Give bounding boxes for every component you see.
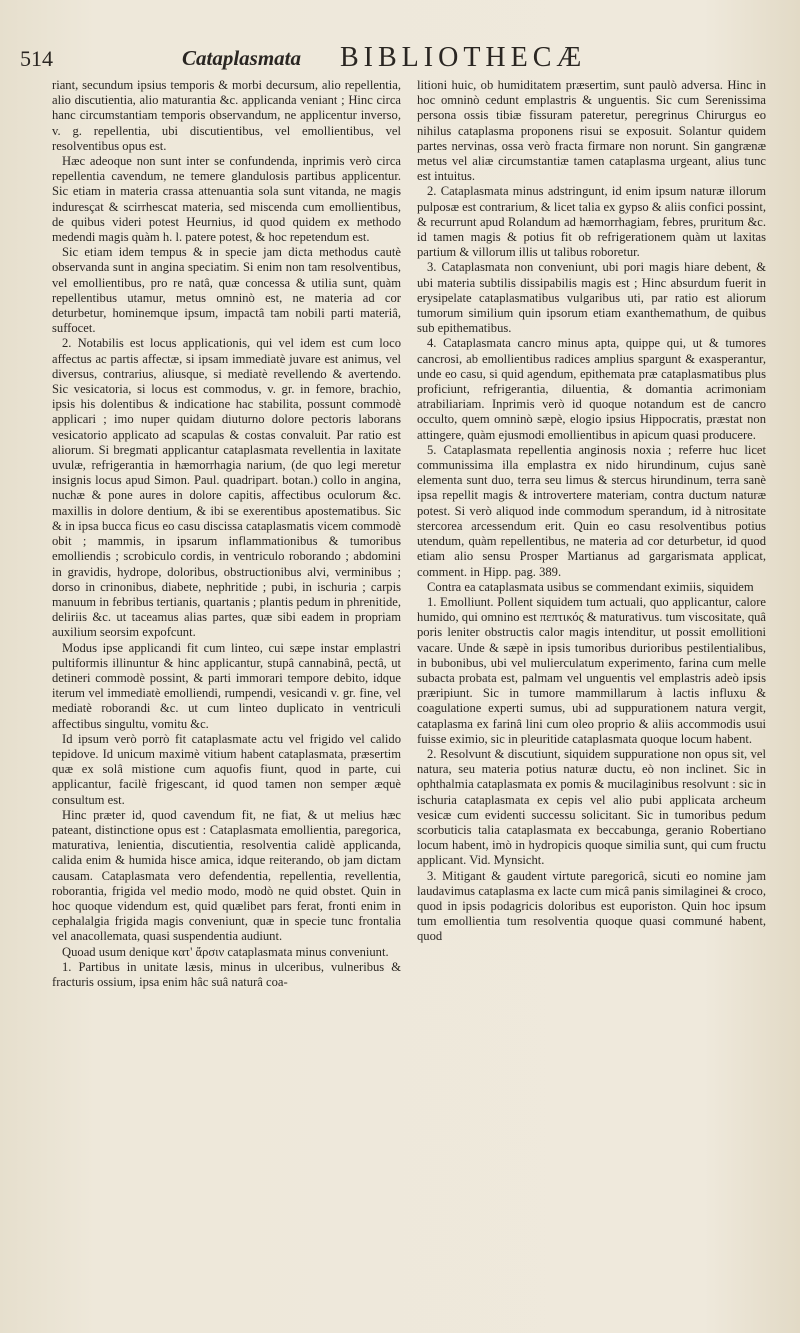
- paragraph: Sic etiam idem tempus & in specie jam dicta methodus cautè observanda sunt in angina speciatim. Si enim non tam resolventibus, vel emollientibus, pro re natâ, quæ concessa & utilia sunt, quàm repellentibus utamur, metus omninò est, ne materia ad cor deturbetur, hominemque ipsum, impactâ tam nobili parti materiâ, suffocet.: [52, 245, 401, 336]
- paragraph: 3. Mitigant & gaudent virtute paregoricâ, sicuti eo nomine jam laudavimus cataplasma ex lacte cum micâ panis similaginei & croco, quod in ipsis podagricis doloribus est euporiston. Quin hoc ipsum tum emollientia tum resolventia quoque quasi communé habent, quod: [417, 868, 766, 944]
- paragraph: 4. Cataplasmata cancro minus apta, quippe qui, ut & tumores cancrosi, ab emollientibus radices amplius spargunt & exasperantur, unde eo casu, si quid agendum, epithemata præ cataplasmatibus plus proficiunt, refrigerantia, diluentia, & domantia acrimoniam atrabiliariam. Inprimis verò id quoque notandum est de cancro occulto, quem omninò sæpè, elogio ipsius Hippocratis, præstat non attingere, quàm ejusmodi emollientibus in apicum quasi producere.: [417, 336, 766, 442]
- running-header: [20, 42, 770, 74]
- paragraph: Hæc adeoque non sunt inter se confundenda, inprimis verò circa repellentia cavendum, ne temere glandulosis partibus applicentur. Sic etiam in materia crassa attenuantia sola sunt vitanda, ne magis induresçat & scirrhescat materia, sed miscenda cum emollientibus, de quibus videri potest Heurnius, id quod quidem ex methodo medendi magis quàm h. l. patere potest, & hoc repetendum est.: [52, 154, 401, 245]
- paragraph: Modus ipse applicandi fit cum linteo, cui sæpe instar emplastri pultiformis illinuntur & hinc applicantur, stupâ cannabinâ, pectâ, ut detineri commodè possint, & parti immorari tempore debito, idque iterum vel immediatè emolliendi, rumpendi, vesicandi v. gr. fine, vel mediatè roborandi &c. ut cum linteo duplicato in ventriculi affectibus singultu, vomitu &c.: [52, 640, 401, 731]
- paragraph: 3. Cataplasmata non conveniunt, ubi pori magis hiare debent, & ubi materia subtilis dissipabilis magis est ; Hinc absurdum fuerit in erysipelate cataplasmatibus vulgaribus uti, par ratio est aliorum tumorum similium quin ipsorum etiam exanthemathum, de quibus sub epithematibus.: [417, 260, 766, 336]
- section-title: BIBLIOTHECÆ: [340, 42, 587, 73]
- paragraph: litioni huic, ob humiditatem præsertim, sunt paulò adversa. Hinc in hoc omninò cedunt emplastris & unguentis. Sic cum Serenissima persona ossis tibiæ fissuram pateretur, peregrinus Chirurgus eo nihilus cataplasma proponens risui se exposuit. Solantur quidem partes nervinas, ossa verò fracta firmare non norunt. Sin gangrænæ metus vel aliæ circumstantiæ tamen cataplasma urgeant, alius tunc est intuitus.: [417, 78, 766, 184]
- paragraph: Id ipsum verò porrò fit cataplasmate actu vel frigido vel calido tepidove. Id unicum maximè vitium habent cataplasmata, præsertim quæ ex solâ mistione cum aquofis fiunt, quod in parte, cui applicantur, facilè frigescant, id quod tamen non semper æquè consultum est.: [52, 731, 401, 807]
- paragraph: 5. Cataplasmata repellentia anginosis noxia ; referre huc licet communissima illa emplastra ex nido hirundinum, cujus sanè elementa sunt duo, terra seu limus & stercus hirundinum, terra sanè ipsa repellit magis & introvertere materiam, contra ductum naturæ potest. Si verò aliquod inde commodum sperandum, id à nitrositate stercorea arcessendum erit. Quin eo casu resolventibus potius utendum, quàm repellentibus, ne materia ad cor deturbetur, id quod etiam alio sensu Prosper Martianus ad gargarismata applicat, comment. in Hipp. pag. 389.: [417, 442, 766, 579]
- paragraph: riant, secundum ipsius temporis & morbi decursum, alio repellentia, alio discutientia, alio maturantia &c. applicanda veniant ; Hinc circa hanc circumstantiam temporis observandum, ne applicentur inverso, v. g. repellentia, ubi discutientibus, vel emollientibus, vel resolventibus opus est.: [52, 78, 401, 153]
- paragraph: 2. Notabilis est locus applicationis, qui vel idem est cum loco affectus ac partis affectæ, si ipsam immediatè juvare est animus, vel diversus, contrarius, aliusque, si mediatè revellendo & avertendo. Sic vesicatoria, si locus est commodus, v. gr. in femore, brachio, ipsis his dolentibus & indicatione hac stabilita, possunt commodè applicari ; imo nuper quidam diuturno dolore pectoris laborans vesicatorio applicato ad scapulas & costas convaluit. Par ratio est aliorum. Si bregmati applicantur cataplasmata revellentia in laxitate uvulæ, refrigerantia in hæmorrhagia narium, (de quo legi meretur insignis locus apud Simon. Paul. quadripart. botan.) collo in angina, nuchæ & pone aures in dolore capitis, affectibus oculorum &c. maxillis in dolore dentium, & ibi se exerentibus apostematibus. Sic & in ipsa bucca ficus eo casu discissa cataplasmatis vicem commodè obit ; mammis, in ipsarum inflammationibus & tumoribus emolliendis ; scrobiculo cordis, in ventriculo roborando ; abdomini in gravidis, hydrope, doloribus, obstructionibus alvi, verminibus ; dorso in crinonibus, diabete, nephritide ; pubi, in ischuria ; carpis manuum in febribus tertianis, quartanis ; plantis pedum in phrenitide, deliriis &c. ut taceamus alias partes, quæ sibi eadem in propriam auxilium seorsim expofcunt.: [52, 336, 401, 640]
- paragraph: 1. Partibus in unitate læsis, minus in ulceribus, vulneribus & fracturis ossium, ipsa enim hâc suâ naturâ coa-: [52, 959, 401, 989]
- paragraph: 2. Cataplasmata minus adstringunt, id enim ipsum naturæ illorum pulposæ est contrarium, & licet talia ex gypso & aliis confici possint, & recurrunt apud Rolandum ad hæmorrhagiam, febres, pruritum &c. id tamen magis & potius fit ob refrigerationem quàm ut laxitas partium & villorum illis ut talibus roboretur.: [417, 184, 766, 260]
- text-columns: [52, 78, 770, 990]
- paragraph: Hinc præter id, quod cavendum fit, ne fiat, & ut melius hæc pateant, distinctione opus est : Cataplasmata emollientia, paregorica, maturativa, lenientia, discutientia, resolventia calidè applicanda, calida enim & humida hisce amica, idque reiterando, ob jam dictam causam. Cataplasmata vero defendentia, repellentia, revellentia, roborantia, frigida vel medio modo, modò ne quid obstet. Quin in hoc quoque videndum est, quid quælibet pars ferat, fronti enim in cephalalgia frigida magis conveniunt, quæ in specie tunc frontalia vel anacollemata, quasi suspendentia audiunt.: [52, 807, 401, 944]
- paragraph: 1. Emolliunt. Pollent siquidem tum actuali, quo applicantur, calore humido, qui omnino est πεπτικός & maturativus. tum viscositate, quâ poris leniter obstructis calor magis intenditur, ut possit emollitioni vacare. Unde & sæpè in ipsis tumoribus durioribus pestilentialibus, in bubonibus, ubi vel mulierculatum experimento, farina cum melle subacta probata est, palmam vel unguentis vel emplastris adeò ipsis præripiunt. Sic in tumore mammillarum à lactis influxu & coagulatione experti sumus, ubi ad suppurationem natura vergit, cataplasma ex farinâ lini cum oleo proprio & aliis accommodis usui fuisse eximio, sic in pleuritide cataplasmata quoque locum habent.: [417, 594, 766, 746]
- paragraph: Quoad usum denique κατ' ἄρσιν cataplasmata minus conveniunt.: [62, 944, 389, 959]
- paragraph: 2. Resolvunt & discutiunt, siquidem suppuratione non opus sit, vel natura, seu materia potius naturæ ductu, eò non inclinet. Sic in ophthalmia cataplasmata ex pomis & mucilaginibus resolvunt : sic in ischuria cataplasmata ex cepis vel alio pubi applicata archeum vesicæ cum evidenti successu solicitant. Sic in tumoribus pedum scorbuticis talia cataplasmata ex beccabunga, geranio Robertiano locum habent, imò in hydropicis quoque similia sunt, qui cum fructu applicant. Vid. Mynsicht.: [417, 746, 766, 868]
- right-column: [417, 78, 766, 990]
- paragraph: Contra ea cataplasmata usibus se commendant eximiis, siquidem: [427, 579, 754, 594]
- running-title: Cataplasmata: [182, 46, 302, 70]
- page-number: 514: [20, 46, 53, 71]
- left-column: [52, 78, 401, 990]
